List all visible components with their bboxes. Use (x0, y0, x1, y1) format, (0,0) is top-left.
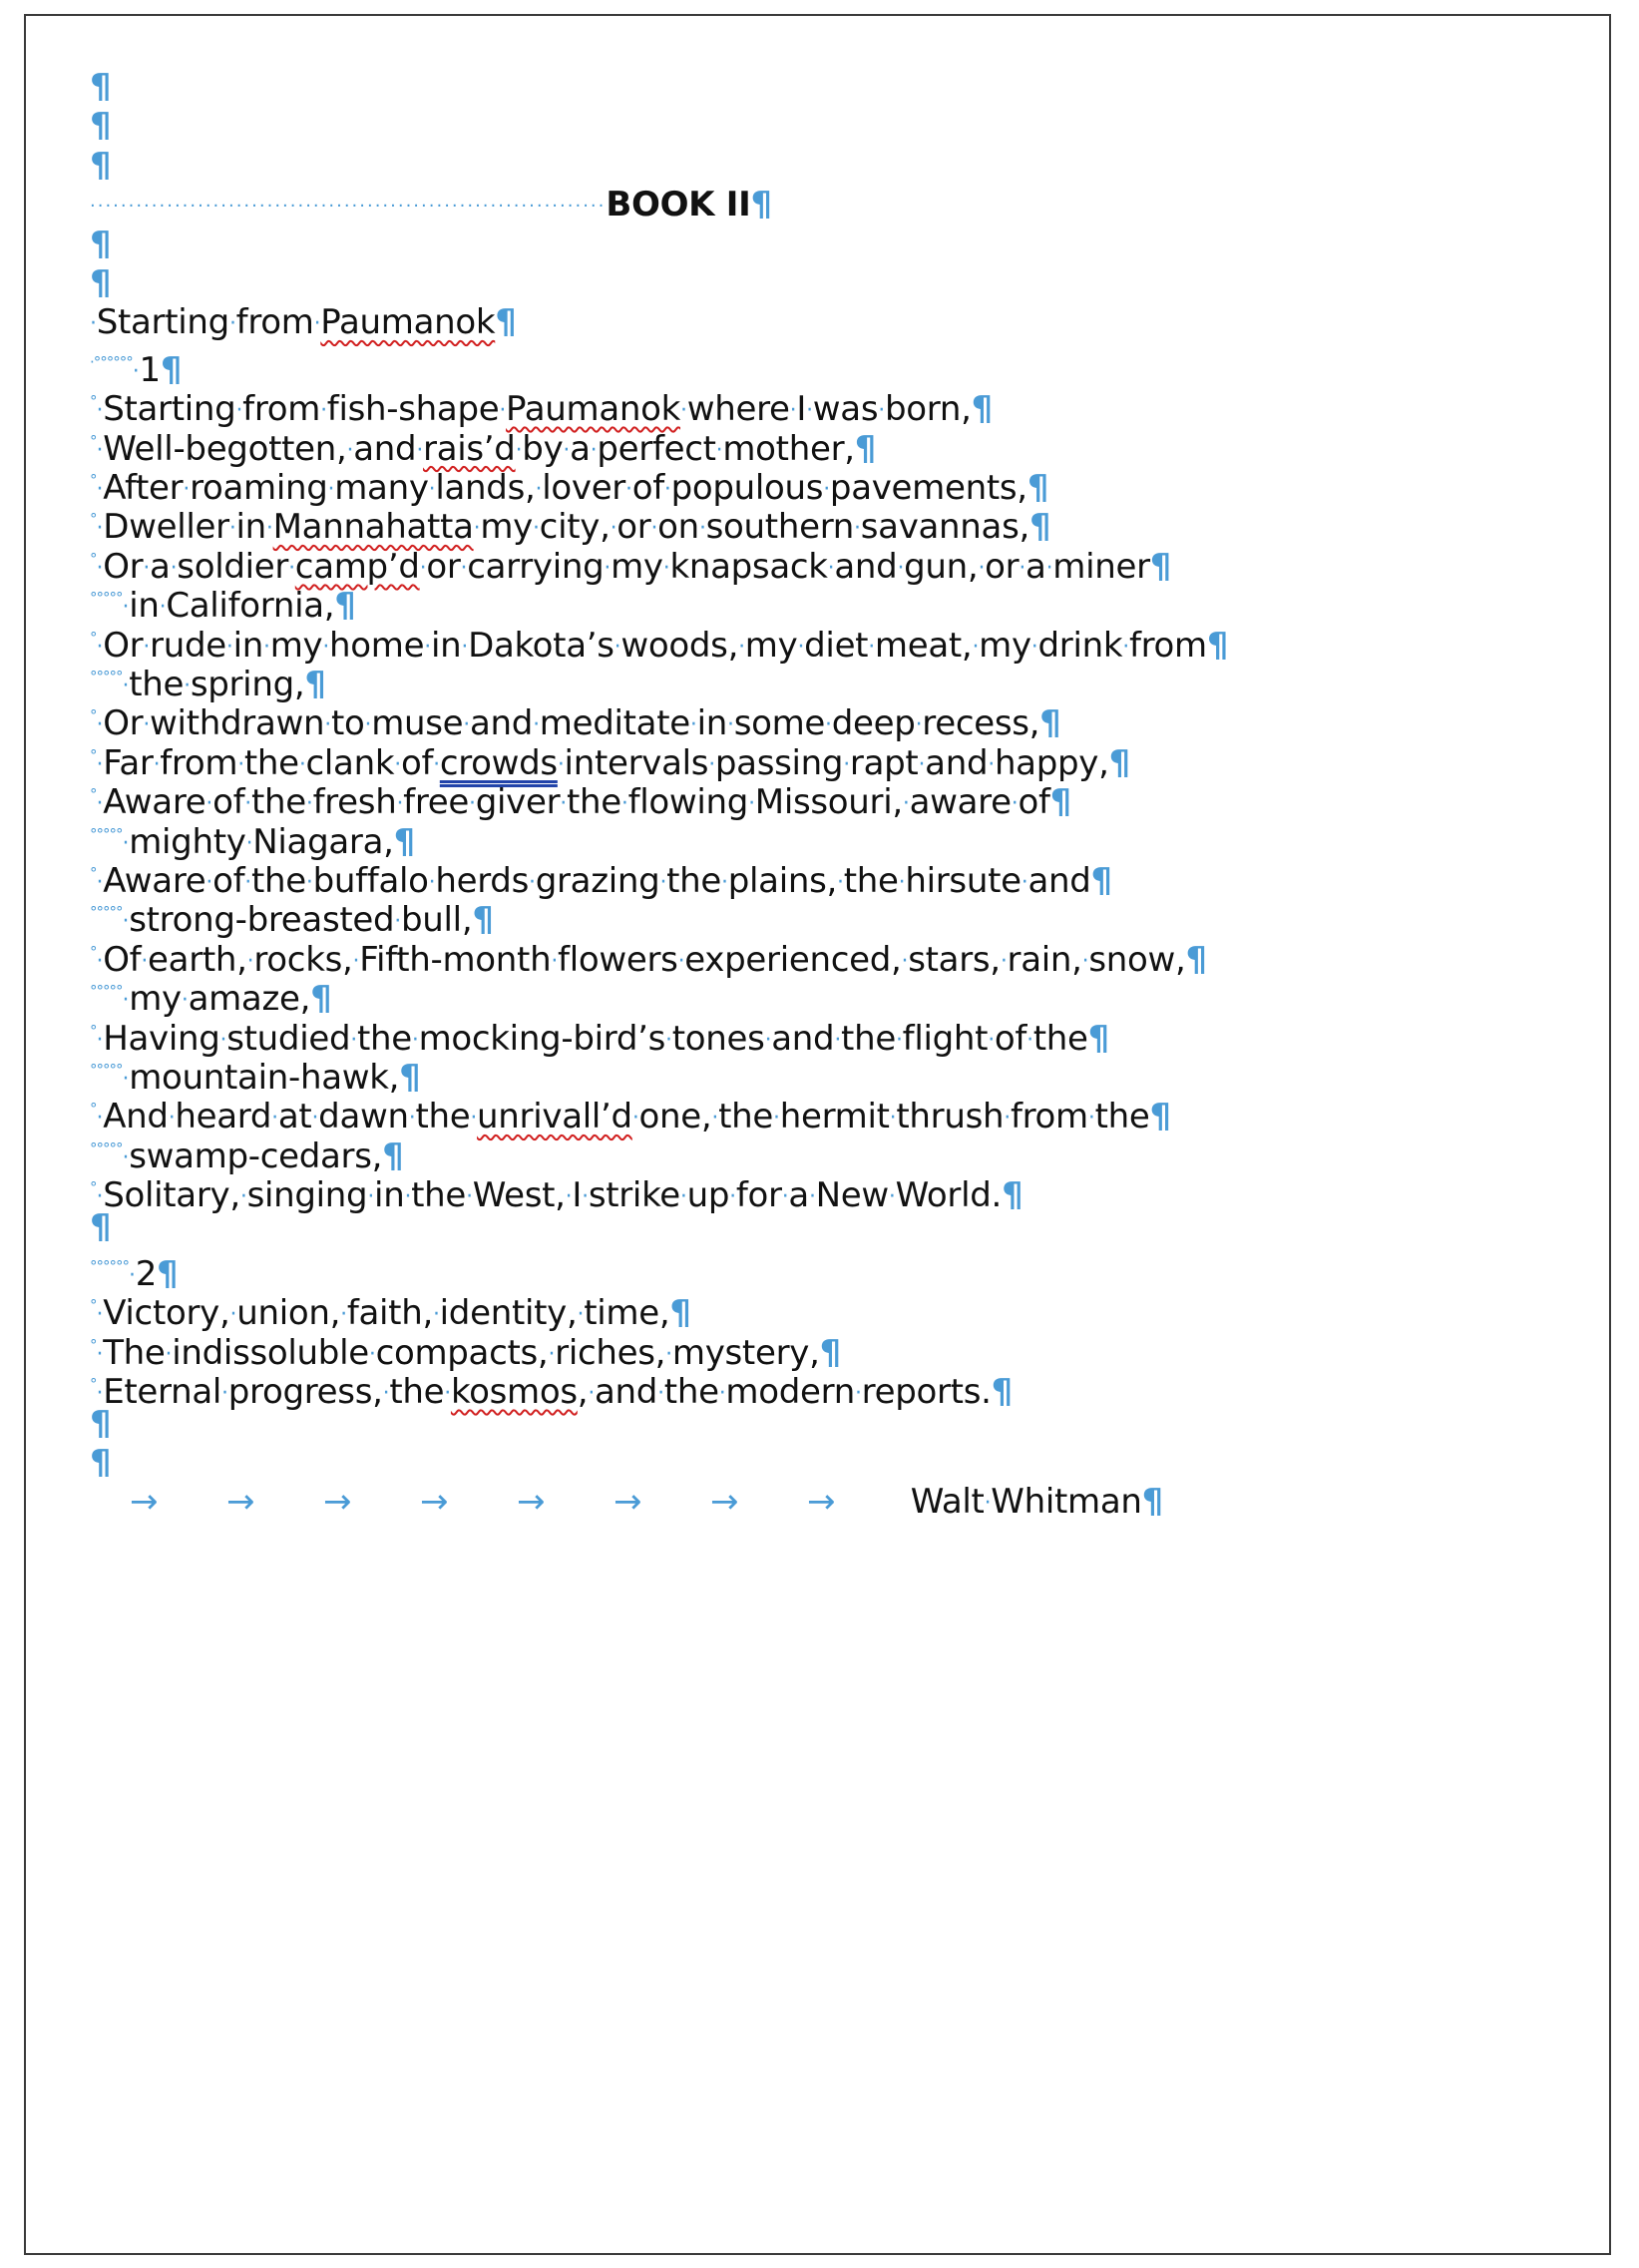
indent-mark: °°°°° (90, 824, 123, 843)
line-text: Far·from·the·clank·of·crowds·intervals·passing·rapt·and·happy, (103, 742, 1109, 783)
space-mark: · (244, 791, 251, 817)
pilcrow-icon: ¶ (90, 106, 112, 147)
space-mark: · (153, 751, 161, 777)
line-text: Well-begotten,·and·rais’d·by·a·perfect·mother, (103, 428, 855, 469)
indent-mark: ° (90, 864, 97, 882)
space-mark: · (129, 1263, 136, 1288)
space-mark: · (711, 1106, 719, 1132)
space-mark: · (96, 870, 104, 895)
pilcrow-icon: ¶ (157, 1254, 179, 1294)
space-mark: · (143, 634, 151, 660)
space-mark: · (228, 516, 236, 542)
space-mark: · (689, 712, 697, 738)
space-mark: · (781, 1184, 789, 1210)
line-text: my·amaze, (129, 979, 311, 1020)
indent-mark: ° (90, 745, 97, 764)
line-text: Dweller·in·Mannahatta·my·city,·or·on·southern·savannas, (103, 507, 1030, 548)
space-mark: · (610, 516, 617, 542)
space-mark: · (432, 1302, 440, 1328)
space-mark: · (433, 751, 440, 777)
space-mark: · (244, 870, 251, 895)
space-mark: · (159, 595, 167, 621)
space-mark: · (565, 1184, 573, 1210)
space-mark: · (901, 948, 909, 974)
pilcrow-icon: ¶ (1149, 546, 1172, 587)
space-mark: · (404, 1184, 412, 1210)
indent-mark: ° (90, 549, 97, 568)
pilcrow-icon: ¶ (1049, 782, 1071, 823)
pilcrow-icon: ¶ (90, 67, 112, 107)
space-mark: · (96, 1106, 104, 1132)
space-mark: · (262, 634, 270, 660)
space-mark: · (469, 791, 476, 817)
space-mark: · (394, 751, 401, 777)
section-number: 1 (139, 349, 161, 390)
space-mark: · (305, 791, 313, 817)
space-mark: · (1004, 1106, 1011, 1132)
space-mark: · (96, 477, 104, 502)
space-mark: · (620, 791, 628, 817)
space-mark: · (168, 1106, 176, 1132)
space-mark: · (428, 870, 436, 895)
space-mark: · (396, 791, 404, 817)
signature: Walt·Whitman (910, 1482, 1142, 1523)
space-mark: · (1019, 555, 1026, 581)
space-mark: · (170, 555, 178, 581)
space-mark: · (665, 1341, 672, 1367)
space-mark: · (789, 398, 797, 424)
flagged-word: kosmos (450, 1372, 578, 1413)
space-mark: · (368, 1341, 376, 1367)
space-mark: · (239, 1184, 247, 1210)
space-mark: · (96, 516, 104, 542)
space-mark: · (96, 1027, 104, 1053)
space-mark: · (424, 634, 431, 660)
space-mark: · (834, 1027, 842, 1053)
space-mark: · (588, 1381, 596, 1407)
space-mark: · (246, 948, 254, 974)
space-mark: · (680, 398, 687, 424)
indent-mark: ° (90, 471, 97, 489)
space-mark: · (367, 1184, 375, 1210)
space-mark: · (183, 477, 191, 502)
space-mark: · (657, 1381, 664, 1407)
line-text: The·indissoluble·compacts,·riches,·mystery, (103, 1332, 820, 1373)
tab-arrow-icon: → (130, 1482, 159, 1523)
space-mark: · (533, 712, 540, 738)
space-mark: · (1011, 791, 1019, 817)
indent-mark: ° (90, 1178, 97, 1197)
flagged-word: unrivall’d (477, 1097, 632, 1137)
line-text: Victory,·union,·faith,·identity,·time, (103, 1293, 670, 1334)
space-mark: · (825, 712, 832, 738)
space-mark: · (972, 634, 980, 660)
space-mark: · (340, 1302, 347, 1328)
pilcrow-icon: ¶ (399, 1058, 421, 1098)
space-mark: · (96, 791, 104, 817)
space-mark: · (235, 398, 243, 424)
line-text: Solitary,·singing·in·the·West,·I·strike·up·for·a·New·World. (103, 1175, 1003, 1216)
indent-mark: °°°°° (90, 589, 123, 608)
pilcrow-icon: ¶ (1002, 1175, 1024, 1216)
space-mark: · (665, 1027, 672, 1053)
space-mark: · (352, 948, 360, 974)
space-mark: · (408, 1106, 416, 1132)
space-mark: · (96, 1302, 104, 1328)
pilcrow-icon: ¶ (1108, 742, 1130, 783)
space-mark: · (738, 634, 745, 660)
space-mark: · (288, 555, 295, 581)
space-mark: · (324, 712, 331, 738)
flagged-word: Paumanok (506, 389, 681, 430)
space-mark: · (416, 437, 424, 463)
space-mark: · (515, 437, 523, 463)
flagged-word: crowds (439, 742, 558, 783)
tab-arrow-icon: → (807, 1482, 836, 1523)
space-mark: · (748, 791, 755, 817)
space-mark: · (382, 1381, 390, 1407)
tab-arrow-icon: → (710, 1482, 739, 1523)
space-mark: · (205, 870, 213, 895)
line-text: After·roaming·many·lands,·lover·of·populous·pavements, (103, 468, 1027, 508)
space-mark: · (915, 712, 923, 738)
space-mark: · (237, 751, 244, 777)
indent-mark: °°°°° (90, 1061, 123, 1079)
space-mark: · (698, 516, 706, 542)
pilcrow-icon: ¶ (472, 900, 494, 941)
space-mark: · (764, 1027, 772, 1053)
pilcrow-icon: ¶ (310, 979, 332, 1020)
line-text: in·California, (129, 586, 335, 627)
space-mark: · (305, 870, 313, 895)
space-mark: · (132, 358, 140, 384)
pilcrow-icon: ¶ (971, 389, 993, 430)
space-mark: · (122, 595, 130, 621)
line-text: Or·withdrawn·to·muse·and·meditate·in·some·deep·recess, (103, 703, 1040, 744)
pilcrow-icon: ¶ (90, 1206, 112, 1247)
space-mark: · (313, 311, 321, 337)
pilcrow-icon: ¶ (1029, 507, 1051, 548)
space-mark: · (221, 1381, 228, 1407)
space-mark: · (1122, 634, 1129, 660)
line-text: the·spring, (129, 665, 305, 704)
space-mark: · (729, 1184, 736, 1210)
pilcrow-icon: ¶ (1206, 625, 1229, 666)
space-mark: · (1081, 948, 1089, 974)
pilcrow-icon: ¶ (750, 185, 772, 226)
space-mark: · (708, 751, 715, 777)
pilcrow-icon: ¶ (669, 1293, 691, 1334)
verse-line[interactable] (90, 1359, 1013, 1413)
book-heading-line[interactable] (90, 180, 772, 229)
space-mark: · (419, 555, 427, 581)
space-mark: · (1000, 948, 1008, 974)
line-text: Of·earth,·rocks,·Fifth-month·flowers·experienced,·stars,·rain,·snow, (103, 939, 1186, 980)
pilcrow-icon: ¶ (854, 428, 877, 469)
space-mark: · (532, 516, 540, 542)
pilcrow-icon: ¶ (1026, 468, 1049, 508)
space-mark: · (988, 1027, 995, 1053)
tab-arrow-icon: → (226, 1482, 255, 1523)
pilcrow-icon: ¶ (819, 1332, 841, 1373)
space-mark: · (806, 398, 813, 424)
tab-arrow-icon: → (420, 1482, 449, 1523)
space-mark: · (677, 948, 685, 974)
line-text: And·heard·at·dawn·the·unrivall’d·one,·the·hermit·thrush·from·the (103, 1097, 1150, 1137)
space-mark: · (1026, 1027, 1033, 1053)
space-mark: · (122, 830, 130, 856)
space-mark: · (614, 634, 621, 660)
indent-mark: °°°°° (90, 1138, 123, 1157)
pilcrow-icon: ¶ (991, 1372, 1013, 1413)
space-mark: · (205, 791, 213, 817)
space-mark: · (1030, 634, 1038, 660)
indent-mark: ° (90, 942, 97, 961)
flagged-word: rais’d (423, 428, 516, 469)
pilcrow-icon: ¶ (495, 302, 517, 343)
space-mark: · (229, 1302, 237, 1328)
space-mark: · (96, 1184, 104, 1210)
space-mark: · (897, 555, 905, 581)
space-mark: · (878, 398, 885, 424)
pilcrow-icon: ¶ (1090, 861, 1112, 901)
space-mark: · (444, 1381, 451, 1407)
indent-mark: ° (90, 1335, 97, 1354)
space-mark: · (122, 988, 130, 1014)
space-mark: · (895, 1027, 903, 1053)
pilcrow-icon: ¶ (304, 665, 326, 704)
space-mark: · (715, 437, 723, 463)
space-mark: · (843, 751, 850, 777)
line-text: Aware·of·the·fresh·free·giver·the·flowing·Missouri,·aware·of (103, 782, 1050, 823)
space-mark: · (225, 634, 233, 660)
section-number: 2 (135, 1254, 158, 1294)
space-mark: · (721, 870, 728, 895)
line-text: mighty·Niagara, (129, 821, 394, 862)
indent-mark: ° (90, 1100, 97, 1119)
space-mark: · (311, 1106, 319, 1132)
space-mark: · (122, 1067, 130, 1092)
space-mark: · (854, 516, 861, 542)
space-mark: · (320, 398, 327, 424)
book-heading: BOOK II (606, 185, 751, 226)
indent-mark: °°°°° (90, 982, 123, 1001)
space-mark: · (96, 1381, 104, 1407)
space-mark: · (364, 712, 372, 738)
space-mark: · (898, 870, 906, 895)
space-mark: · (888, 1184, 896, 1210)
flagged-word: Mannahatta (272, 507, 474, 548)
space-mark: · (978, 555, 986, 581)
space-mark: · (499, 398, 507, 424)
space-mark: · (219, 1027, 227, 1053)
space-mark: · (461, 634, 469, 660)
space-mark: · (582, 1184, 589, 1210)
space-mark: · (346, 437, 354, 463)
space-mark: · (551, 948, 559, 974)
space-mark: · (563, 437, 571, 463)
space-mark: · (718, 1381, 726, 1407)
space-mark: · (181, 988, 189, 1014)
line-text: Or·rude·in·my·home·in·Dakota’s·woods,·my·diet·meat,·my·drink·from (103, 625, 1207, 666)
space-mark: · (918, 751, 926, 777)
indent-mark: °°°°°° (90, 1257, 129, 1275)
space-mark: · (1045, 555, 1053, 581)
line-text: Aware·of·the·buffalo·herds·grazing·the·plains,·the·hirsute·and (103, 861, 1091, 901)
indent-mark: °°°°° (90, 668, 123, 685)
space-mark: · (984, 1491, 992, 1517)
tab-arrow-icon: → (517, 1482, 546, 1523)
space-mark: · (868, 634, 875, 660)
space-mark: · (663, 477, 671, 502)
space-mark: · (228, 311, 236, 337)
space-mark: · (625, 477, 632, 502)
space-mark: · (460, 555, 468, 581)
space-mark: · (411, 1027, 419, 1053)
space-mark: · (143, 555, 151, 581)
space-mark: · (141, 948, 149, 974)
space-mark: · (96, 948, 104, 974)
space-mark: · (245, 830, 253, 856)
space-mark: · (271, 1106, 278, 1132)
signature-line[interactable] (90, 1477, 1163, 1527)
space-mark: · (165, 1341, 173, 1367)
space-mark: · (1087, 1106, 1095, 1132)
space-mark: · (122, 674, 130, 698)
pilcrow-icon: ¶ (90, 1403, 112, 1444)
space-mark: · (298, 751, 306, 777)
space-mark: · (122, 909, 130, 935)
space-mark: · (988, 751, 995, 777)
space-mark: · (466, 1184, 473, 1210)
space-mark: · (463, 712, 470, 738)
indent-mark: ° (90, 392, 97, 411)
pilcrow-icon: ¶ (90, 263, 112, 303)
space-mark: · (535, 477, 543, 502)
pilcrow-icon: ¶ (90, 1443, 112, 1483)
space-mark: · (96, 751, 104, 777)
space-mark: · (529, 870, 536, 895)
indent-mark: ° (90, 628, 97, 647)
space-mark: · (90, 311, 97, 337)
indent-mark: ° (90, 431, 97, 450)
document-page (24, 14, 1611, 2255)
space-mark: · (604, 555, 612, 581)
pilcrow-icon: ¶ (393, 821, 415, 862)
indent-mark: ° (90, 510, 97, 529)
verse-line[interactable] (90, 1162, 1024, 1216)
tab-leader: ··································································· (90, 196, 607, 218)
space-mark: · (96, 1341, 104, 1367)
space-mark: · (662, 555, 670, 581)
space-mark: · (96, 437, 104, 463)
space-mark: · (557, 751, 565, 777)
space-mark: · (659, 870, 667, 895)
tab-arrow-icon: → (614, 1482, 642, 1523)
space-mark: · (773, 1106, 780, 1132)
space-mark: · (889, 1106, 897, 1132)
pilcrow-icon: ¶ (1039, 703, 1061, 744)
space-mark: · (797, 634, 805, 660)
space-mark: · (428, 477, 436, 502)
line-text: Or·a·soldier·camp’d·or·carrying·my·knapsack·and·gun,·or·a·miner (103, 546, 1150, 587)
indent-mark: ° (90, 1296, 97, 1315)
pilcrow-icon: ¶ (90, 145, 112, 186)
space-mark: · (350, 1027, 357, 1053)
line-text: mountain-hawk, (129, 1058, 400, 1098)
tab-arrow-icon: → (323, 1482, 352, 1523)
space-mark: · (470, 1106, 478, 1132)
space-mark: · (143, 712, 151, 738)
space-mark: · (184, 674, 191, 698)
line-text: Starting·from·fish-shape·Paumanok·where·I·was·born, (103, 389, 972, 430)
flagged-word: camp’d (294, 546, 420, 587)
pilcrow-icon: ¶ (1149, 1097, 1171, 1137)
pilcrow-icon: ¶ (1141, 1482, 1163, 1523)
space-mark: · (679, 1184, 687, 1210)
space-mark: · (322, 634, 330, 660)
space-mark: · (823, 477, 830, 502)
space-mark: · (265, 516, 273, 542)
line-text: Eternal·progress,·the·kosmos,·and·the·modern·reports. (103, 1372, 992, 1413)
pilcrow-icon: ¶ (334, 586, 356, 627)
indent-mark: ° (90, 1375, 97, 1394)
flagged-word: Paumanok (320, 302, 496, 343)
space-mark: · (631, 1106, 639, 1132)
line-text: swamp-cedars, (129, 1135, 383, 1176)
space-mark: · (590, 437, 598, 463)
space-mark: · (96, 634, 104, 660)
space-mark: · (122, 1144, 130, 1170)
space-mark: · (650, 516, 658, 542)
space-mark: · (577, 1302, 585, 1328)
space-mark: · (837, 870, 844, 895)
indent-mark: ° (90, 1021, 97, 1040)
space-mark: · (96, 712, 104, 738)
space-mark: · (394, 909, 401, 935)
space-mark: · (327, 477, 335, 502)
pilcrow-icon: ¶ (1087, 1018, 1110, 1059)
line-text: strong-breasted·bull, (129, 900, 473, 941)
indent-mark: ·°°°°°° (90, 352, 133, 371)
space-mark: · (902, 791, 910, 817)
space-mark: · (1021, 870, 1028, 895)
pilcrow-icon: ¶ (1185, 939, 1207, 980)
pilcrow-icon: ¶ (160, 349, 183, 390)
line-text: Having·studied·the·mocking-bird’s·tones·and·the·flight·of·the (103, 1018, 1088, 1059)
line-text: Starting·from·Paumanok (96, 302, 496, 343)
space-mark: · (827, 555, 835, 581)
pilcrow-icon: ¶ (382, 1135, 404, 1176)
space-mark: · (726, 712, 734, 738)
indent-mark: °°°°° (90, 903, 123, 922)
indent-mark: ° (90, 785, 97, 804)
space-mark: · (808, 1184, 816, 1210)
space-mark: · (96, 398, 104, 424)
space-mark: · (548, 1341, 556, 1367)
space-mark: · (96, 555, 104, 581)
space-mark: · (854, 1381, 862, 1407)
space-mark (904, 1491, 911, 1516)
space-mark: · (560, 791, 567, 817)
space-mark: · (473, 516, 481, 542)
pilcrow-icon: ¶ (90, 224, 112, 264)
indent-mark: ° (90, 706, 97, 725)
